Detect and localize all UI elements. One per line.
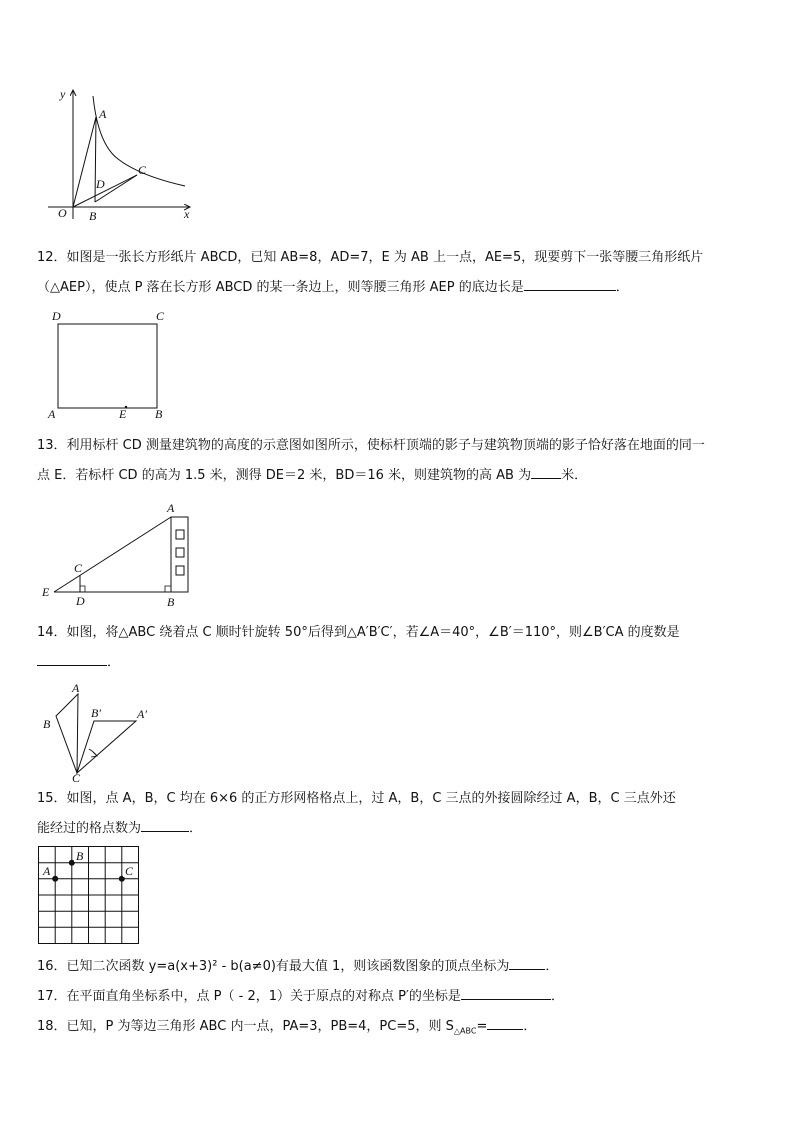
question-12 [37,243,762,303]
q17-text: 17．在平面直角坐标系中，点 P（ - 2，1）关于原点的对称点 P′的坐标是 [37,989,461,1004]
label-A: A [72,681,80,695]
q12-line1: 12．如图是一张长方形纸片 ABCD，已知 AB=8，AD=7，E 为 AB 上一点，AE=5，现要剪下一张等腰三角形纸片 [37,250,704,265]
answer-blank[interactable] [487,1015,523,1030]
label-C: C [156,309,165,323]
answer-blank[interactable] [524,276,616,291]
rotation-figure [36,680,166,784]
q18-text: 18．已知，P 为等边三角形 ABC 内一点，PA=3，PB=4，PC=5，则 S [37,1019,454,1034]
grid-figure [36,844,146,948]
q15-end: ． [189,821,203,836]
label-C: C [74,561,83,575]
label-A-prime: A′ [137,707,147,721]
q14-line1: 14．如图，将△ABC 绕着点 C 顺时针旋转 50°后得到△A′B′C′，若∠A＝40°，∠B′＝110°，则∠B′CA 的度数是 [37,625,680,640]
segment-OA [73,117,96,207]
q18-equals: = [476,1019,488,1034]
hyperbola-figure [40,84,200,224]
segment-OC [73,175,137,207]
point-A [52,876,58,882]
answer-blank[interactable] [531,464,561,479]
q18-end: ． [523,1019,537,1034]
label-D: D [52,309,61,323]
q12-end: ． [615,280,629,295]
label-B: B [43,717,51,731]
question-14 [37,618,762,678]
label-E: E [42,585,50,599]
q17-end: ． [550,989,564,1004]
q15-line1: 15．如图，点 A，B，C 均在 6×6 的正方形网格格点上，过 A，B，C 三点的外接圆除经过 A，B，C 三点外还 [37,791,676,806]
label-B: B [167,595,175,609]
rectangle-figure [44,306,184,424]
question-13 [37,431,762,491]
answer-blank[interactable] [461,985,551,1000]
q13-end: 米． [561,468,588,483]
grid-lines [39,847,139,944]
q18-subscript: △ABC [453,1026,477,1036]
label-y: y [60,87,66,101]
q16-text: 16．已知二次函数 y=a(x+3)² - b(a≠0)有最大值 1，则该函数图象的顶点坐标为 [37,959,510,974]
label-O: O [58,206,67,220]
q15-line2: 能经过的格点数为 [37,821,142,836]
label-D: D [96,177,105,191]
triangle-ABC [56,694,78,773]
q12-line2: （△AEP），使点 P 落在长方形 ABCD 的某一条边上，则等腰三角形 AEP 的底边长是 [37,280,524,295]
triangle-A'B'C [77,721,136,773]
building-window [176,530,184,539]
building [171,517,188,592]
question-15 [37,784,762,844]
label-D: D [76,594,85,608]
question-18 [37,1012,762,1047]
label-A: A [43,864,51,878]
label-C: C [72,771,81,784]
answer-blank[interactable] [509,955,545,970]
label-A: A [48,407,56,421]
building-figure [36,500,206,612]
q13-line1: 13．利用标杆 CD 测量建筑物的高度的示意图如图所示，使标杆顶端的影子与建筑物顶端的影子恰好落在地面的同一 [37,438,705,453]
question-17 [37,982,762,1012]
label-A: A [99,107,107,121]
q14-end: ． [107,655,121,670]
label-B: B [76,849,84,863]
building-window [176,566,184,575]
q16-end: ． [545,959,559,974]
label-B-prime: B′ [91,706,101,720]
label-B: B [89,209,97,223]
building-window [176,548,184,557]
answer-blank[interactable] [37,651,107,666]
rectangle-ABCD [58,324,157,408]
label-B: B [155,407,163,421]
right-angle-D [80,586,85,592]
label-x: x [184,207,190,221]
shadow-line [54,517,171,592]
point-B [69,860,75,866]
question-16 [37,952,762,982]
label-E: E [119,407,127,421]
label-A: A [167,501,175,515]
answer-blank[interactable] [141,817,189,832]
right-angle-B [165,586,171,592]
label-C: C [125,864,134,878]
label-C: C [138,163,147,177]
q13-line2: 点 E．若标杆 CD 的高为 1.5 米，测得 DE＝2 米，BD＝16 米，则建筑物的高 AB 为 [37,468,532,483]
